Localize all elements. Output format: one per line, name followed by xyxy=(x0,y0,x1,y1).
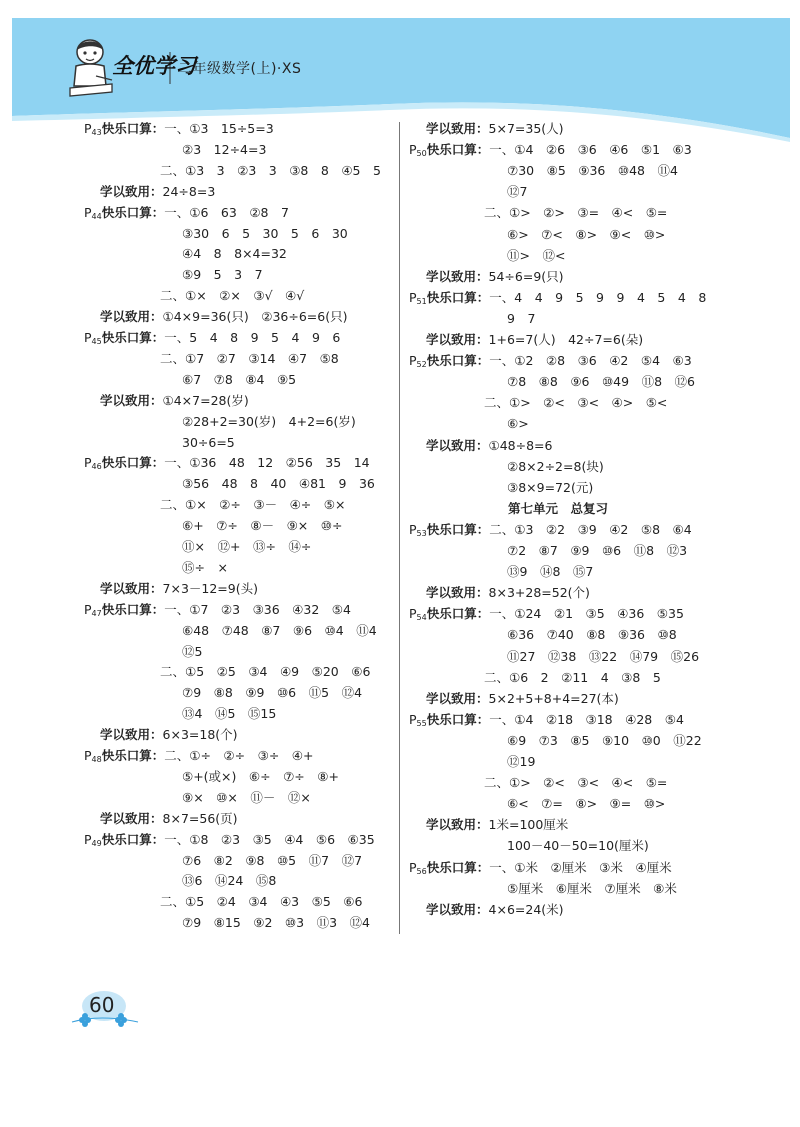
answer-text: 1米=100厘米 xyxy=(488,817,569,833)
section-label: 学以致用： xyxy=(426,437,489,453)
answer-text: ⑤厘米 ⑥厘米 ⑦厘米 ⑧米 xyxy=(507,880,677,896)
answer-text: 6×3=18(个) xyxy=(162,727,238,743)
answer-text: 二、①÷ ②÷ ③÷ ④+ xyxy=(164,748,314,763)
answer-line xyxy=(409,606,684,626)
answer-line xyxy=(182,414,356,430)
answer-text: ⑦6 ⑧2 ⑨8 ⑩5 ⑪7 ⑫7 xyxy=(182,852,363,868)
page-ref: $P_{44}$ xyxy=(84,204,102,221)
answer-line xyxy=(182,790,311,806)
answer-line xyxy=(426,332,643,348)
answer-line xyxy=(507,311,535,327)
page-ref: $P_{45}$ xyxy=(84,330,102,346)
answer-text: 二、①× ②× ③√ ④√ xyxy=(160,288,305,304)
answer-line xyxy=(84,455,370,475)
section-label: 快乐口算： xyxy=(426,289,490,305)
answer-line xyxy=(484,395,667,411)
answer-text: ⑪27 ⑫38 ⑬22 ⑭79 ⑮26 xyxy=(507,648,700,664)
answer-text: 一、4 4 9 5 9 9 4 5 4 8 xyxy=(489,289,707,305)
section-label: 快乐口算： xyxy=(101,204,165,220)
answer-line xyxy=(426,691,619,707)
answer-line xyxy=(182,644,202,660)
page-ref: $P_{56}$ xyxy=(409,859,427,876)
answer-line xyxy=(409,860,672,880)
answer-line xyxy=(100,393,249,409)
answer-text: ⑦9 ⑧15 ⑨2 ⑩3 ⑪3 ⑫4 xyxy=(182,915,370,931)
answer-line xyxy=(507,627,677,643)
section-label: 快乐口算： xyxy=(426,353,490,369)
answer-line xyxy=(409,522,692,542)
answer-text: 4×6=24(米) xyxy=(488,901,564,917)
answer-text: 一、①8 ②3 ③5 ④4 ⑤6 ⑥35 xyxy=(164,831,375,847)
answer-text: 一、①米 ②厘米 ③米 ④厘米 xyxy=(489,859,672,875)
answer-line xyxy=(84,330,340,350)
section-label: 快乐口算： xyxy=(426,711,490,727)
answer-line xyxy=(507,248,565,264)
answer-text: 二、①> ②< ③< ④< ⑤= xyxy=(484,775,668,791)
answer-line xyxy=(507,564,593,580)
answer-text: 5×7=35(人) xyxy=(488,121,564,136)
page-header-title: 二年级数学(上)·XS xyxy=(178,61,302,77)
answer-text: 100－40－50=10(厘米) xyxy=(507,838,649,854)
page-ref-number: 50 xyxy=(416,149,427,159)
answer-line xyxy=(84,832,375,852)
page-ref-number: 48 xyxy=(91,755,102,764)
page-ref-number: 51 xyxy=(416,296,427,306)
answer-text: 一、①3 15÷5=3 xyxy=(164,121,274,136)
answer-text: ⑥7 ⑦8 ⑧4 ⑨5 xyxy=(182,371,297,387)
page-ref-number: 44 xyxy=(91,211,102,221)
answer-line xyxy=(409,353,692,373)
answer-line xyxy=(484,205,667,221)
section-heading: 第七单元 总复习 xyxy=(508,500,609,516)
section-label: 学以致用： xyxy=(100,580,163,596)
answer-text: 9 7 xyxy=(507,310,536,326)
answer-text: ①4×7=28(岁) xyxy=(162,392,249,408)
answer-text: 8×3+28=52(个) xyxy=(488,585,590,601)
answer-line xyxy=(507,480,593,496)
answer-line xyxy=(507,838,649,854)
section-label: 学以致用： xyxy=(100,392,163,408)
answer-text: 5×2+5+8+4=27(本) xyxy=(488,690,619,706)
answer-text: 一、①7 ②3 ③36 ④32 ⑤4 xyxy=(164,601,351,617)
answer-line xyxy=(84,748,313,768)
answer-line xyxy=(507,459,604,475)
answer-line xyxy=(182,560,228,576)
answer-text: 二、①7 ②7 ③14 ④7 ⑤8 xyxy=(160,350,339,366)
answer-line xyxy=(507,881,677,897)
answer-text: 二、①3 3 ②3 3 ③8 8 ④5 5 xyxy=(160,162,381,178)
answer-text: ⑬9 ⑭8 ⑮7 xyxy=(507,564,594,580)
answer-line xyxy=(409,290,706,310)
page-ref: $P_{52}$ xyxy=(409,353,427,370)
answer-line xyxy=(100,309,347,325)
section-label: 学以致用： xyxy=(426,268,489,284)
answer-text: ④4 8 8×4=32 xyxy=(182,246,287,262)
answer-line xyxy=(182,915,370,931)
answer-text: 一、①4 ②18 ③18 ④28 ⑤4 xyxy=(489,711,684,727)
answer-text: ⑦30 ⑧5 ⑨36 ⑩48 ⑪4 xyxy=(507,163,678,179)
page-ref-number: 49 xyxy=(91,838,102,848)
answer-text: 一、5 4 8 9 5 4 9 6 xyxy=(164,330,341,345)
page-number: 60 xyxy=(89,993,115,1017)
section-label: 学以致用： xyxy=(100,810,163,826)
answer-line xyxy=(484,775,667,791)
answer-line xyxy=(507,733,702,749)
answer-line xyxy=(182,246,287,262)
answer-line xyxy=(484,670,661,686)
answer-line xyxy=(426,585,590,601)
answer-line xyxy=(182,435,235,451)
answer-text: ⑥36 ⑦40 ⑧8 ⑨36 ⑩8 xyxy=(507,627,677,643)
answer-line xyxy=(84,121,274,141)
answer-line xyxy=(100,811,238,827)
page-ref-number: 47 xyxy=(91,608,102,618)
answer-text: ⑦9 ⑧8 ⑨9 ⑩6 ⑪5 ⑫4 xyxy=(182,685,363,701)
answer-text: 一、①4 ②6 ③6 ④6 ⑤1 ⑥3 xyxy=(489,142,692,158)
answer-line xyxy=(182,518,342,534)
answer-line xyxy=(426,269,564,285)
answer-text: 8×7=56(页) xyxy=(162,810,238,826)
answer-text: ⑬6 ⑭24 ⑮8 xyxy=(182,873,277,889)
answer-line xyxy=(426,902,564,918)
page-ref-number: 53 xyxy=(416,528,427,538)
section-label: 学以致用： xyxy=(100,309,163,325)
answer-text: ②8×2÷2=8(块) xyxy=(507,458,604,474)
answer-line xyxy=(507,184,527,200)
answer-text: 一、①6 63 ②8 7 xyxy=(164,204,289,220)
section-label: 快乐口算： xyxy=(101,601,165,617)
answer-line xyxy=(160,664,370,680)
answer-line xyxy=(160,497,345,513)
page-ref-number: 54 xyxy=(416,613,427,623)
page-ref-number: 56 xyxy=(416,866,427,876)
answer-text: ⑥9 ⑦3 ⑧5 ⑨10 ⑩0 ⑪22 xyxy=(507,732,702,748)
answer-line xyxy=(426,817,568,833)
answer-line xyxy=(84,205,289,225)
answer-text: 二、①> ②< ③< ④> ⑤< xyxy=(484,395,668,411)
answer-text: 二、①3 ②2 ③9 ④2 ⑤8 ⑥4 xyxy=(489,521,692,537)
page-ref-number: 46 xyxy=(91,462,102,472)
answer-text: ⑦2 ⑧7 ⑨9 ⑩6 ⑪8 ⑫3 xyxy=(507,543,688,558)
answer-line xyxy=(182,539,311,555)
answer-text: ②3 12÷4=3 xyxy=(182,141,267,157)
section-label: 快乐口算： xyxy=(426,142,490,158)
answer-text: ⑫19 xyxy=(507,754,536,769)
answer-line xyxy=(160,351,339,367)
answer-line xyxy=(160,894,362,910)
column-divider xyxy=(399,122,400,934)
section-label: 学以致用： xyxy=(426,332,489,347)
section-label: 学以致用： xyxy=(426,817,489,833)
answer-line xyxy=(160,163,381,179)
answer-text: 54÷6=9(只) xyxy=(488,268,564,284)
page-ref: $P_{51}$ xyxy=(409,289,427,306)
page-ref-number: 52 xyxy=(416,360,427,370)
answer-line xyxy=(84,602,351,622)
page-ref: $P_{46}$ xyxy=(84,455,102,472)
answer-text: ⑨× ⑩× ⑪－ ⑫× xyxy=(182,789,311,805)
answer-text: 二、①5 ②4 ③4 ④3 ⑤5 ⑥6 xyxy=(160,894,363,910)
answer-text: ⑫7 xyxy=(507,184,528,200)
answer-line xyxy=(100,727,238,743)
answer-line xyxy=(100,184,215,200)
answer-line xyxy=(507,543,687,559)
answer-text: ⑥< ⑦= ⑧> ⑨= ⑩> xyxy=(507,796,666,812)
answer-line xyxy=(182,873,276,889)
page-ref: $P_{50}$ xyxy=(409,142,427,159)
answer-text: ⑪> ⑫< xyxy=(507,247,566,263)
page-ref: $P_{53}$ xyxy=(409,521,427,538)
page-ref-number: 45 xyxy=(91,337,102,346)
answer-text: 二、①6 2 ②11 4 ③8 5 xyxy=(484,669,661,685)
answer-text: 24÷8=3 xyxy=(162,183,216,199)
section-label: 快乐口算： xyxy=(101,831,165,847)
page-ref-number: 55 xyxy=(416,718,427,728)
answer-text: ①4×9=36(只) ②36÷6=6(只) xyxy=(162,309,348,325)
answer-line xyxy=(100,581,258,597)
section-label: 学以致用： xyxy=(426,585,489,601)
answer-line xyxy=(182,372,296,388)
section-label: 快乐口算： xyxy=(426,859,490,875)
answer-text: 二、①× ②÷ ③－ ④÷ ⑤× xyxy=(160,497,346,513)
answer-line xyxy=(507,227,665,243)
page-ref: $P_{47}$ xyxy=(84,601,102,618)
answer-line xyxy=(182,685,362,701)
answer-line xyxy=(182,142,266,158)
answer-text: ⑥48 ⑦48 ⑧7 ⑨6 ⑩4 ⑪4 xyxy=(182,622,377,638)
section-label: 学以致用： xyxy=(100,727,163,743)
answer-line xyxy=(507,416,529,432)
answer-text: ②28+2=30(岁) 4+2=6(岁) xyxy=(182,413,356,429)
page-ref: $P_{48}$ xyxy=(84,748,102,764)
page-ref: $P_{55}$ xyxy=(409,711,427,728)
answer-text: ⑥> xyxy=(507,416,529,432)
answer-line xyxy=(409,142,692,162)
answer-line xyxy=(182,623,377,639)
answer-text: 二、①5 ②5 ③4 ④9 ⑤20 ⑥6 xyxy=(160,664,371,680)
section-label: 快乐口算： xyxy=(101,330,165,345)
student-mascot-icon xyxy=(66,36,116,98)
section-label: 快乐口算： xyxy=(101,455,165,471)
section-label: 快乐口算： xyxy=(101,121,165,136)
section-label: 学以致用： xyxy=(426,901,489,917)
page-ref: $P_{43}$ xyxy=(84,121,102,137)
answer-text: 一、①24 ②1 ③5 ④36 ⑤35 xyxy=(489,606,684,622)
answer-text: 一、①36 48 12 ②56 35 14 xyxy=(164,455,370,471)
answer-text: 1+6=7(人) 42÷7=6(朵) xyxy=(488,332,644,347)
answer-line xyxy=(182,476,375,492)
answer-line xyxy=(507,374,695,390)
answer-text: 二、①> ②> ③= ④< ⑤= xyxy=(484,205,668,221)
answer-line xyxy=(426,438,552,454)
answer-line xyxy=(507,163,678,179)
page-ref: $P_{49}$ xyxy=(84,831,102,848)
answer-text: ⑦8 ⑧8 ⑨6 ⑩49 ⑪8 ⑫6 xyxy=(507,374,695,390)
answer-text: ③8×9=72(元) xyxy=(507,479,594,495)
answer-line xyxy=(507,649,699,665)
answer-text: ⑥+ ⑦÷ ⑧－ ⑨× ⑩÷ xyxy=(182,518,343,534)
section-label: 学以致用： xyxy=(426,121,489,136)
answer-text: 7×3－12=9(头) xyxy=(162,580,258,596)
answer-line xyxy=(507,754,535,770)
answer-text: ①48÷8=6 xyxy=(488,437,553,453)
answer-text: ⑮÷ × xyxy=(182,559,228,575)
answer-line xyxy=(182,267,263,283)
answer-text: ⑤9 5 3 7 xyxy=(182,267,263,283)
answer-line xyxy=(182,769,339,785)
answer-text: ③56 48 8 40 ④81 9 36 xyxy=(182,476,375,492)
page-ref-number: 43 xyxy=(91,128,102,137)
section-label: 学以致用： xyxy=(100,183,163,199)
answer-text: 30÷6=5 xyxy=(182,434,235,450)
answer-line xyxy=(182,853,362,869)
section-label: 快乐口算： xyxy=(426,606,490,622)
answer-line xyxy=(508,501,608,517)
answer-line xyxy=(507,796,665,812)
answer-text: 一、①2 ②8 ③6 ④2 ⑤4 ⑥3 xyxy=(489,353,692,369)
brand-logo: 全优学习 xyxy=(112,54,196,78)
answer-text: ⑪× ⑫+ ⑬÷ ⑭÷ xyxy=(182,539,312,554)
answer-line xyxy=(409,712,684,732)
page-ref: $P_{54}$ xyxy=(409,606,427,623)
answer-line xyxy=(426,121,564,137)
answer-line xyxy=(182,706,276,722)
answer-text: ⑬4 ⑭5 ⑮15 xyxy=(182,706,277,722)
section-label: 快乐口算： xyxy=(426,521,490,537)
answer-line xyxy=(182,226,348,242)
answer-text: ⑤+(或×) ⑥÷ ⑦÷ ⑧+ xyxy=(182,768,339,784)
section-label: 学以致用： xyxy=(426,690,489,706)
answer-text: ③30 6 5 30 5 6 30 xyxy=(182,225,348,241)
answer-text: ⑥> ⑦< ⑧> ⑨< ⑩> xyxy=(507,226,666,242)
answer-text: ⑫5 xyxy=(182,643,203,659)
section-label: 快乐口算： xyxy=(101,748,165,763)
answer-line xyxy=(160,288,304,304)
